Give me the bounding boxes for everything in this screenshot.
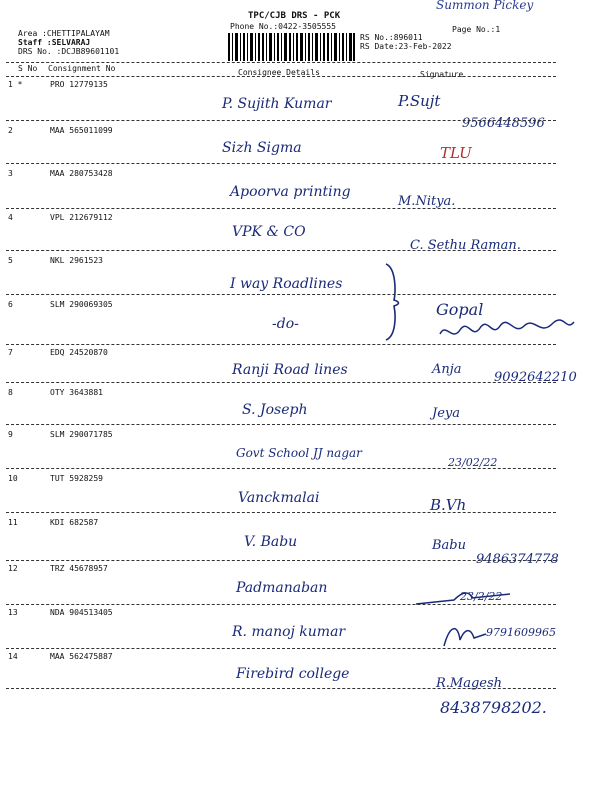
row-9-rule xyxy=(6,468,556,469)
row-6-no: 6 xyxy=(8,300,13,309)
row-9-signature: 23/02/22 xyxy=(448,456,498,469)
row-5-consignment: NKL 2961523 xyxy=(50,256,103,265)
row-8-consignment: OTY 3643881 xyxy=(50,388,103,397)
row-12-consignee: Padmanaban xyxy=(236,580,328,596)
rs-number: RS No.:896011 xyxy=(360,33,423,42)
row-3-rule xyxy=(6,208,556,209)
row-5-no: 5 xyxy=(8,256,13,265)
row-2-signature: TLU xyxy=(440,144,472,162)
row-4-no: 4 xyxy=(8,213,13,222)
row-9-no: 9 xyxy=(8,430,13,439)
row-11-signature: Babu xyxy=(432,538,466,553)
row-13-consignment: NDA 904513405 xyxy=(50,608,113,617)
rs-date: RS Date:23-Feb-2022 xyxy=(360,42,452,51)
report-title: TPC/CJB DRS - PCK xyxy=(248,11,341,21)
row-1-rule xyxy=(6,120,556,121)
row-13-consignee: R. manoj kumar xyxy=(232,624,346,640)
row-3-signature: M.Nitya. xyxy=(398,194,456,209)
staff-label: Staff :SELVARAJ xyxy=(18,38,91,47)
row-10-signature: B.Vh xyxy=(430,496,467,514)
row-11-no: 11 xyxy=(8,518,18,527)
row-13-signature-mark xyxy=(440,620,490,650)
row-8-signature: Jeya xyxy=(432,406,460,421)
row-7-signature: Anja xyxy=(432,362,462,377)
row-1-consignee: P. Sujith Kumar xyxy=(222,96,332,112)
row-8-rule xyxy=(6,424,556,425)
row-5-rule xyxy=(6,294,556,295)
row-2-no: 2 xyxy=(8,126,13,135)
row-11-rule xyxy=(6,560,556,561)
header-rule-bottom xyxy=(6,76,556,77)
row-10-no: 10 xyxy=(8,474,18,483)
row-14-signature: R.Magesh xyxy=(436,676,503,691)
row-14-phone: 8438798202. xyxy=(440,698,547,717)
row-3-no: 3 xyxy=(8,169,13,178)
row-2-consignee: Sizh Sigma xyxy=(222,140,302,156)
row-9-consignment: SLM 290071785 xyxy=(50,430,113,439)
row-10-rule xyxy=(6,512,556,513)
row-11-consignment: KDI 682587 xyxy=(50,518,99,527)
row-6-consignee: -do- xyxy=(272,316,299,332)
barcode xyxy=(228,33,355,61)
row-4-consignee: VPK & CO xyxy=(232,224,306,240)
row-7-no: 7 xyxy=(8,348,13,357)
col-sno: S No xyxy=(18,64,38,73)
row-7-phone: 9092642210 xyxy=(494,370,577,385)
row-10-consignee: Vanckmalai xyxy=(238,490,320,506)
row-6-rule xyxy=(6,344,556,345)
row-11-consignee: V. Babu xyxy=(244,534,298,550)
row-1-consignment: PRO 12779135 xyxy=(50,80,108,89)
row-1-signature: P.Sujt xyxy=(398,92,441,110)
row-2-rule xyxy=(6,163,556,164)
drs-number: DRS No. :DCJB89601101 xyxy=(18,47,120,56)
row-7-consignee: Ranji Road lines xyxy=(232,362,348,378)
row-11-phone: 9486374778 xyxy=(476,552,559,567)
row-14-rule xyxy=(6,688,556,689)
header-rule-top xyxy=(6,62,556,63)
row-14-consignee: Firebird college xyxy=(236,666,350,682)
row-8-consignee: S. Joseph xyxy=(242,402,308,418)
row-8-no: 8 xyxy=(8,388,13,397)
top-note: Summon Pickey xyxy=(436,0,534,12)
row-4-signature: C. Sethu Raman. xyxy=(410,238,521,253)
col-signature: Signature xyxy=(420,70,464,79)
row-13-signature: 9791609965 xyxy=(486,626,556,639)
row-12-no: 12 xyxy=(8,564,18,573)
row-4-rule xyxy=(6,250,556,251)
phone-number: Phone No.:0422-3505555 xyxy=(230,22,336,31)
row-12-signature: 23/2/22 xyxy=(460,590,503,603)
row-13-no: 13 xyxy=(8,608,18,617)
col-consignment: Consignment No xyxy=(48,64,116,73)
row-10-consignment: TUT 5928259 xyxy=(50,474,103,483)
row-6-signature: Gopal xyxy=(436,300,484,319)
row-12-consignment: TRZ 45678957 xyxy=(50,564,108,573)
page-number: Page No.:1 xyxy=(452,25,501,34)
row-3-consignment: MAA 280753428 xyxy=(50,169,113,178)
row-6-consignment: SLM 290069305 xyxy=(50,300,113,309)
area-label: Area :CHETTIPALAYAM xyxy=(18,29,110,38)
row-1-phone: 9566448596 xyxy=(462,116,545,131)
col-consignee: Consignee Details xyxy=(238,68,320,77)
row-2-consignment: MAA 565011099 xyxy=(50,126,113,135)
row-5-consignee: I way Roadlines xyxy=(230,276,343,292)
row-3-consignee: Apoorva printing xyxy=(230,184,351,200)
row-7-rule xyxy=(6,382,556,383)
row-12-rule xyxy=(6,604,556,605)
row-13-rule xyxy=(6,648,556,649)
brace-mark xyxy=(382,262,406,342)
row-14-no: 14 xyxy=(8,652,18,661)
row-7-consignment: EDQ 24520870 xyxy=(50,348,108,357)
row-14-consignment: MAA 562475887 xyxy=(50,652,113,661)
row-1-no: 1 * xyxy=(8,80,23,89)
signature-scribble xyxy=(436,312,576,348)
row-4-consignment: VPL 212679112 xyxy=(50,213,113,222)
row-9-consignee: Govt School JJ nagar xyxy=(236,446,362,460)
